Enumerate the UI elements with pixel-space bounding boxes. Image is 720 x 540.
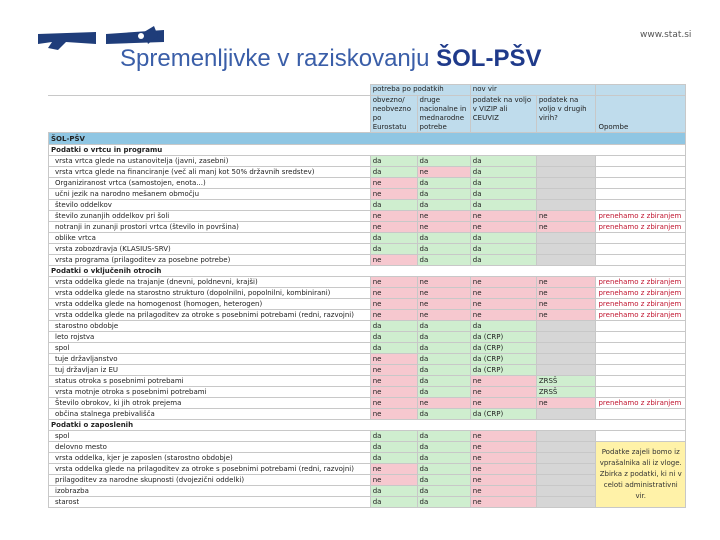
value-cell: ne — [370, 288, 417, 299]
header-row-groups — [49, 85, 686, 96]
value-cell: ne — [417, 299, 470, 310]
variable-label: vrsta vrtca glede na financiranje (več ali manj kot 50% državnih sredstev) — [49, 167, 371, 178]
table-row — [49, 497, 686, 508]
value-cell: da — [417, 332, 470, 343]
value-cell: da — [470, 178, 536, 189]
value-cell — [536, 156, 596, 167]
value-cell: da — [370, 244, 417, 255]
variable-label: vrsta motnje otroka s posebnimi potrebami — [49, 387, 371, 398]
value-cell: da — [417, 431, 470, 442]
value-cell — [596, 376, 686, 387]
value-cell: da — [417, 354, 470, 365]
header-empty-cell — [49, 85, 371, 96]
table-row — [49, 332, 686, 343]
variable-label: leto rojstva — [49, 332, 371, 343]
value-cell: da — [417, 409, 470, 420]
value-cell: ne — [370, 310, 417, 321]
variable-label: vrsta oddelka glede na starostno strukturo (dopolnilni, popolnilni, kombinirani) — [49, 288, 371, 299]
value-cell: da — [417, 387, 470, 398]
header-empty-notes — [596, 85, 686, 96]
table-row — [49, 486, 686, 497]
header-col-notes: Opombe — [596, 96, 686, 133]
value-cell: ne — [470, 398, 536, 409]
value-cell — [596, 233, 686, 244]
value-cell: da — [470, 233, 536, 244]
value-cell: da (CRP) — [470, 343, 536, 354]
value-cell — [596, 255, 686, 266]
value-cell — [536, 497, 596, 508]
value-cell: da — [417, 200, 470, 211]
value-cell: da — [470, 255, 536, 266]
table-row — [49, 431, 686, 442]
variable-label: status otroka s posebnimi potrebami — [49, 376, 371, 387]
value-cell: da — [417, 497, 470, 508]
table-row — [49, 222, 686, 233]
table-row — [49, 343, 686, 354]
value-cell: ne — [370, 365, 417, 376]
table-row — [49, 277, 686, 288]
value-cell: da — [417, 189, 470, 200]
value-cell — [536, 167, 596, 178]
value-cell: ne — [470, 475, 536, 486]
value-cell: ne — [370, 255, 417, 266]
value-cell — [596, 354, 686, 365]
value-cell — [536, 200, 596, 211]
value-cell — [596, 200, 686, 211]
note-cell: Podatke zajeli bomo iz vprašalnika ali iz vloge. Zbirka z podatki, ki ni v celoti administrativni vir. — [596, 442, 686, 508]
value-cell: prenehamo z zbiranjem — [596, 299, 686, 310]
value-cell — [596, 409, 686, 420]
value-cell: da — [470, 156, 536, 167]
variable-label: število oddelkov — [49, 200, 371, 211]
value-cell: ne — [370, 178, 417, 189]
table-row — [49, 409, 686, 420]
value-cell: prenehamo z zbiranjem — [596, 222, 686, 233]
table-row — [49, 200, 686, 211]
group-label: Podatki o zaposlenih — [49, 420, 686, 431]
table-row — [49, 156, 686, 167]
variable-label: vrsta oddelka glede na prilagoditev za otroke s posebnimi potrebami (redni, razvojni) — [49, 310, 371, 321]
variable-label: število zunanjih oddelkov pri šoli — [49, 211, 371, 222]
value-cell: da — [417, 321, 470, 332]
value-cell — [536, 255, 596, 266]
variable-label: prilagoditev za narodne skupnosti (dvojezični oddelki) — [49, 475, 371, 486]
value-cell: da — [417, 343, 470, 354]
variable-label: notranji in zunanji prostori vrtca (število in površina) — [49, 222, 371, 233]
value-cell: prenehamo z zbiranjem — [596, 277, 686, 288]
variable-label: vrsta oddelka glede na prilagoditev za otroke s posebnimi potrebami (redni, razvojni) — [49, 464, 371, 475]
table-row — [49, 255, 686, 266]
value-cell: da — [417, 365, 470, 376]
value-cell: prenehamo z zbiranjem — [596, 211, 686, 222]
value-cell: da — [417, 475, 470, 486]
value-cell — [536, 365, 596, 376]
value-cell — [536, 453, 596, 464]
table-row — [49, 189, 686, 200]
value-cell: ne — [536, 211, 596, 222]
title-bold: ŠOL-PŠV — [436, 45, 542, 72]
variable-label: izobrazba — [49, 486, 371, 497]
value-cell: da — [417, 376, 470, 387]
variable-label: Organiziranost vrtca (samostojen, enota...) — [49, 178, 371, 189]
value-cell: da — [470, 244, 536, 255]
value-cell — [536, 189, 596, 200]
table-row — [49, 299, 686, 310]
value-cell: da — [370, 200, 417, 211]
table-row — [49, 244, 686, 255]
value-cell — [536, 244, 596, 255]
value-cell: da — [370, 321, 417, 332]
value-cell: ne — [470, 376, 536, 387]
value-cell: ne — [536, 277, 596, 288]
value-cell: da (CRP) — [470, 332, 536, 343]
value-cell: ne — [470, 310, 536, 321]
value-cell: ne — [470, 222, 536, 233]
value-cell: ne — [370, 299, 417, 310]
table-row — [49, 464, 686, 475]
value-cell — [596, 332, 686, 343]
value-cell: ne — [470, 431, 536, 442]
value-cell — [536, 178, 596, 189]
header-empty-cell-2 — [49, 96, 371, 133]
title-regular: Spremenljivke v raziskovanju — [120, 45, 437, 72]
value-cell: da — [417, 156, 470, 167]
variable-label: vrsta zobozdravja (KLASIUS-SRV) — [49, 244, 371, 255]
value-cell — [596, 343, 686, 354]
value-cell — [596, 431, 686, 442]
value-cell: da — [470, 200, 536, 211]
variable-label: starost — [49, 497, 371, 508]
value-cell: ZRSŠ — [536, 376, 596, 387]
table-row — [49, 167, 686, 178]
variable-label: tuje državljanstvo — [49, 354, 371, 365]
group-row — [49, 266, 686, 277]
group-row — [49, 420, 686, 431]
table-row — [49, 288, 686, 299]
table-row — [49, 178, 686, 189]
table-row — [49, 310, 686, 321]
value-cell — [536, 321, 596, 332]
value-cell: da — [370, 167, 417, 178]
value-cell: ne — [370, 211, 417, 222]
value-cell — [536, 332, 596, 343]
value-cell: ne — [470, 277, 536, 288]
table-row — [49, 211, 686, 222]
value-cell: ne — [470, 211, 536, 222]
value-cell: da — [417, 442, 470, 453]
header-col-eurostat: obvezno/ neobvezno po Eurostatu — [370, 96, 417, 133]
value-cell: ZRSŠ — [536, 387, 596, 398]
value-cell: ne — [370, 354, 417, 365]
value-cell: da (CRP) — [470, 365, 536, 376]
value-cell: da (CRP) — [470, 409, 536, 420]
value-cell: da — [370, 156, 417, 167]
variable-label: vrsta oddelka, kjer je zaposlen (starostno obdobje) — [49, 453, 371, 464]
variable-label: vrsta programa (prilagoditev za posebne potrebe) — [49, 255, 371, 266]
section-row — [49, 133, 686, 145]
value-cell: ne — [536, 288, 596, 299]
table-row — [49, 442, 686, 453]
table-row — [49, 387, 686, 398]
value-cell: ne — [536, 222, 596, 233]
value-cell — [596, 156, 686, 167]
value-cell: ne — [470, 299, 536, 310]
table-row — [49, 233, 686, 244]
value-cell — [536, 464, 596, 475]
value-cell: da (CRP) — [470, 354, 536, 365]
variable-label: oblike vrtca — [49, 233, 371, 244]
value-cell: ne — [417, 310, 470, 321]
section-label: ŠOL-PŠV — [49, 133, 686, 145]
group-label: Podatki o vrtcu in programu — [49, 145, 686, 156]
value-cell: da — [470, 167, 536, 178]
value-cell: da — [370, 233, 417, 244]
value-cell: da — [417, 453, 470, 464]
value-cell — [596, 178, 686, 189]
value-cell: ne — [536, 310, 596, 321]
value-cell: da — [370, 497, 417, 508]
variable-label: vrsta oddelka glede na trajanje (dnevni, poldnevni, krajši) — [49, 277, 371, 288]
value-cell: ne — [470, 387, 536, 398]
value-cell: ne — [536, 398, 596, 409]
table-row — [49, 398, 686, 409]
value-cell: da — [370, 453, 417, 464]
header-col-other-needs: druge nacionalne in mednarodne potrebe — [417, 96, 470, 133]
value-cell: ne — [417, 288, 470, 299]
table-row — [49, 365, 686, 376]
value-cell: da — [470, 321, 536, 332]
value-cell: da — [370, 486, 417, 497]
header-group-b: nov vir — [470, 85, 596, 96]
value-cell — [536, 343, 596, 354]
variable-label: Število obrokov, ki jih otrok prejema — [49, 398, 371, 409]
header-group-a: potreba po podatkih — [370, 85, 470, 96]
value-cell: da — [417, 233, 470, 244]
value-cell: ne — [470, 497, 536, 508]
value-cell: ne — [417, 222, 470, 233]
value-cell — [596, 365, 686, 376]
value-cell: ne — [417, 277, 470, 288]
value-cell — [596, 189, 686, 200]
value-cell: da — [370, 442, 417, 453]
value-cell: ne — [536, 299, 596, 310]
variable-label: delovno mesto — [49, 442, 371, 453]
header-col-vizip: podatek na voljo v VIZIP ali CEUVIZ — [470, 96, 536, 133]
value-cell — [596, 321, 686, 332]
variable-label: učni jezik na narodno mešanem območju — [49, 189, 371, 200]
group-row — [49, 145, 686, 156]
value-cell: ne — [370, 189, 417, 200]
value-cell: da — [370, 431, 417, 442]
value-cell — [536, 486, 596, 497]
value-cell: prenehamo z zbiranjem — [596, 310, 686, 321]
variable-label: občina stalnega prebivališča — [49, 409, 371, 420]
value-cell — [536, 354, 596, 365]
value-cell: da — [417, 255, 470, 266]
value-cell: ne — [470, 464, 536, 475]
value-cell: ne — [370, 387, 417, 398]
page-title — [120, 45, 541, 73]
value-cell — [596, 244, 686, 255]
site-url: www.stat.si — [640, 30, 692, 40]
value-cell: da — [370, 343, 417, 354]
variable-label: tuj državljan iz EU — [49, 365, 371, 376]
value-cell: ne — [370, 376, 417, 387]
table-row — [49, 354, 686, 365]
value-cell: ne — [470, 453, 536, 464]
value-cell — [596, 167, 686, 178]
variable-label: spol — [49, 431, 371, 442]
value-cell: da — [417, 178, 470, 189]
group-label: Podatki o vključenih otrocih — [49, 266, 686, 277]
header-col-other-sources: podatek na voljo v drugih virih? — [536, 96, 596, 133]
value-cell — [536, 431, 596, 442]
variable-label: spol — [49, 343, 371, 354]
value-cell — [536, 409, 596, 420]
table-row — [49, 453, 686, 464]
value-cell: ne — [370, 464, 417, 475]
value-cell: ne — [470, 288, 536, 299]
variables-table-wrapper — [48, 84, 686, 508]
variable-label: starostno obdobje — [49, 321, 371, 332]
value-cell: ne — [370, 475, 417, 486]
value-cell: prenehamo z zbiranjem — [596, 398, 686, 409]
value-cell: ne — [470, 486, 536, 497]
value-cell — [536, 442, 596, 453]
value-cell — [596, 387, 686, 398]
value-cell: da — [417, 244, 470, 255]
table-row — [49, 475, 686, 486]
value-cell: da — [370, 332, 417, 343]
value-cell: ne — [370, 409, 417, 420]
value-cell: ne — [417, 167, 470, 178]
value-cell: prenehamo z zbiranjem — [596, 288, 686, 299]
table-row — [49, 376, 686, 387]
variable-label: vrsta oddelka glede na homogenost (homogen, heterogen) — [49, 299, 371, 310]
variable-label: vrsta vrtca glede na ustanovitelja (javni, zasebni) — [49, 156, 371, 167]
value-cell: ne — [417, 398, 470, 409]
value-cell: da — [417, 486, 470, 497]
value-cell: ne — [370, 222, 417, 233]
value-cell: ne — [417, 211, 470, 222]
value-cell — [536, 233, 596, 244]
value-cell: da — [470, 189, 536, 200]
value-cell: ne — [470, 442, 536, 453]
variables-table — [48, 84, 686, 508]
value-cell: da — [417, 464, 470, 475]
value-cell: ne — [370, 398, 417, 409]
value-cell — [536, 475, 596, 486]
header-row-cols — [49, 96, 686, 133]
table-row — [49, 321, 686, 332]
value-cell: ne — [370, 277, 417, 288]
